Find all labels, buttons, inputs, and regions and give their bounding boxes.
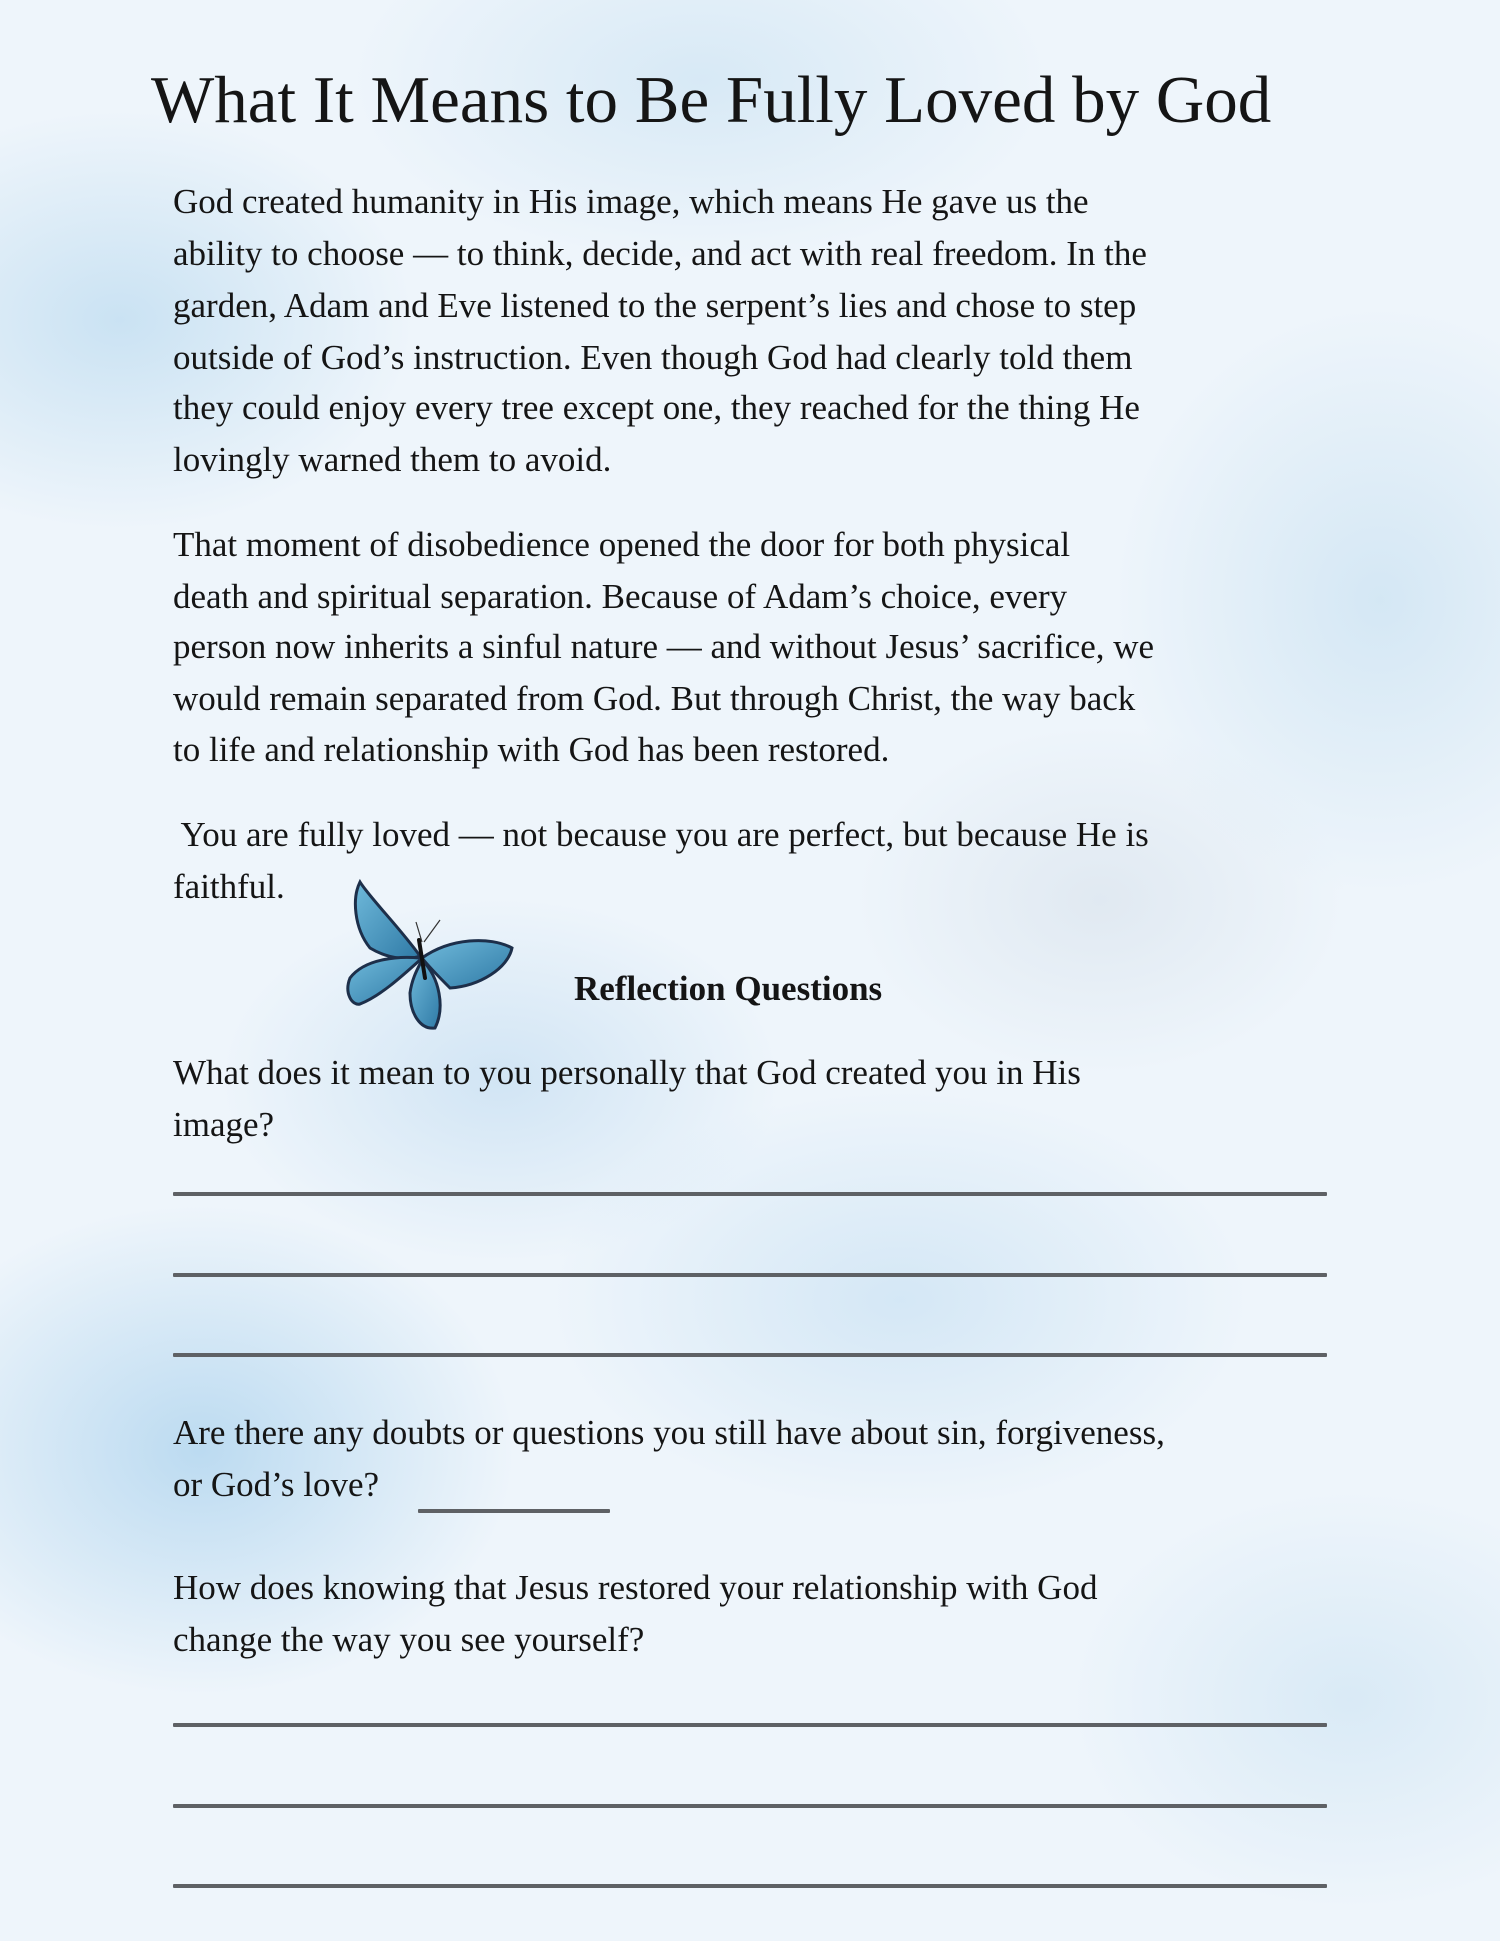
text-line: faithful. bbox=[173, 867, 285, 906]
answer-line[interactable] bbox=[173, 1884, 1327, 1888]
answer-line[interactable] bbox=[173, 1353, 1327, 1357]
reflection-heading: Reflection Questions bbox=[574, 969, 883, 1008]
text-line: death and spiritual separation. Because of Adam’s choice, every bbox=[173, 577, 1068, 616]
answer-line[interactable] bbox=[173, 1804, 1327, 1808]
answer-line[interactable] bbox=[173, 1723, 1327, 1727]
text-line: outside of God’s instruction. Even though God had clearly told them bbox=[173, 338, 1133, 377]
page-title: What It Means to Be Fully Loved by God bbox=[151, 63, 1272, 137]
text-line: person now inherits a sinful nature — and without Jesus’ sacrifice, we bbox=[173, 627, 1155, 666]
question-text: What does it mean to you personally that God created you in His bbox=[173, 1053, 1081, 1092]
text-line: God created humanity in His image, which means He gave us the bbox=[173, 182, 1089, 221]
text-line: garden, Adam and Eve listened to the serpent’s lies and chose to step bbox=[173, 286, 1137, 325]
answer-line[interactable] bbox=[418, 1509, 610, 1513]
text-line: You are fully loved — not because you are perfect, but because He is bbox=[173, 815, 1149, 854]
question-text: Are there any doubts or questions you still have about sin, forgiveness, bbox=[173, 1413, 1165, 1452]
question-text: change the way you see yourself? bbox=[173, 1620, 645, 1659]
question-text: or God’s love? bbox=[173, 1465, 380, 1504]
answer-line[interactable] bbox=[173, 1273, 1327, 1277]
text-line: ability to choose — to think, decide, and act with real freedom. In the bbox=[173, 234, 1147, 273]
question-text: image? bbox=[173, 1105, 275, 1144]
question-text: How does knowing that Jesus restored your relationship with God bbox=[173, 1568, 1098, 1607]
text-line: lovingly warned them to avoid. bbox=[173, 440, 612, 479]
text-line: That moment of disobedience opened the door for both physical bbox=[173, 525, 1071, 564]
text-line: would remain separated from God. But through Christ, the way back bbox=[173, 679, 1136, 718]
answer-line[interactable] bbox=[173, 1192, 1327, 1196]
text-line: they could enjoy every tree except one, they reached for the thing He bbox=[173, 388, 1140, 427]
text-line: to life and relationship with God has been restored. bbox=[173, 730, 890, 769]
butterfly-icon bbox=[340, 878, 518, 1036]
